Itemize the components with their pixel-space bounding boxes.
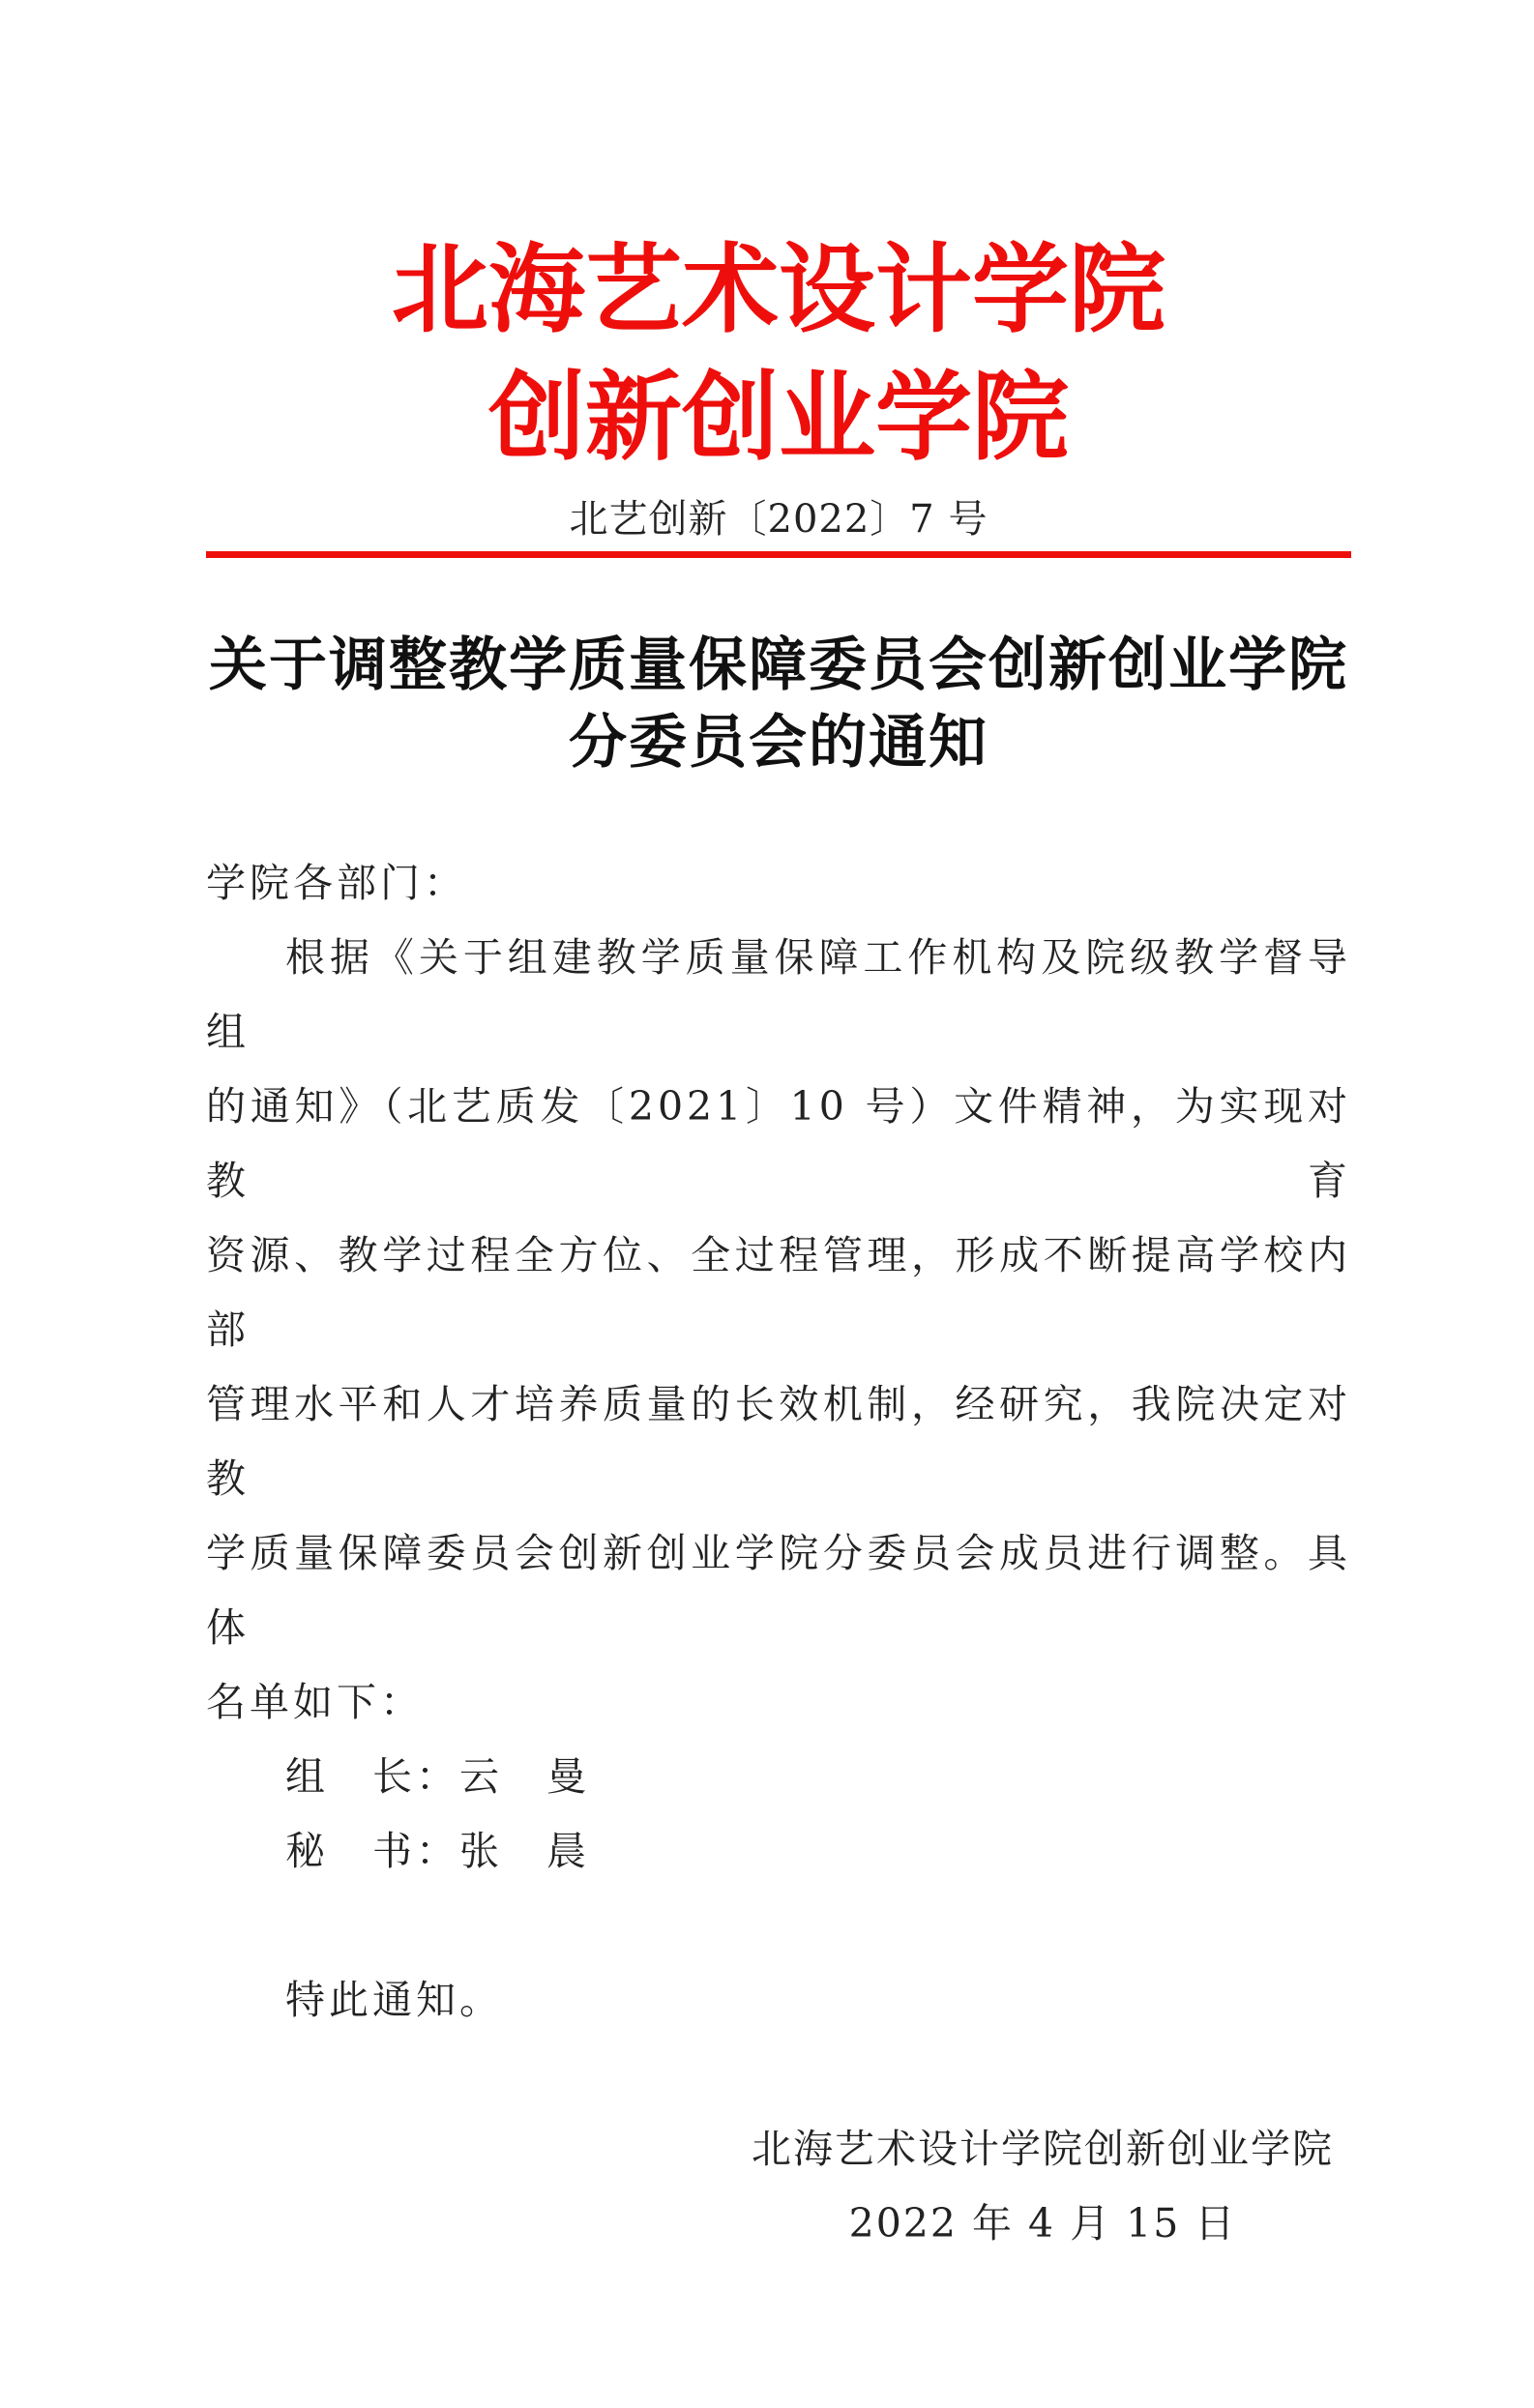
closing-line: 特此通知。 [285,1977,503,2023]
letterhead-org-line1: 北海艺术设计学院 [392,232,1165,346]
paragraph-line-4: 管理水平和人才培养质量的长效机制，经研究，我院决定对教 [206,1381,1351,1502]
paragraph-line-3: 资源、教学过程全方位、全过程管理，形成不断提高学校内部 [206,1232,1351,1353]
member-line-secretary: 秘 书：张 晨 [285,1828,590,1874]
notice-title-line1: 关于调整教学质量保障委员会创新创业学院 [209,631,1348,699]
paragraph-line-5: 学质量保障委员会创新创业学院分委员会成员进行调整。具体 [206,1530,1351,1651]
notice-body [206,846,1351,2038]
red-divider-rule [206,551,1351,558]
paragraph-line-2: 的通知》（北艺质发〔2021〕10 号）文件精神，为实现对教育 [206,1083,1351,1204]
letterhead-org-line2: 创新创业学院 [488,360,1069,474]
signature-block [752,2112,1334,2261]
member-line-leader: 组 长：云 曼 [285,1753,590,1800]
notice-title-line2: 分委员会的通知 [569,709,988,777]
paragraph-line-6: 名单如下： [206,1679,424,1725]
document-number: 北艺创新〔2022〕7 号 [569,497,988,542]
signature-date: 2022 年 4 月 15 日 [848,2200,1237,2246]
notice-document-page [0,232,1534,2408]
paragraph-line-1: 根据《关于组建教学质量保障工作机构及院级教学督导组 [206,934,1351,1055]
signature-org: 北海艺术设计学院创新创业学院 [752,2126,1334,2172]
notice-title [206,633,1351,775]
salutation-line: 学院各部门： [206,860,467,906]
